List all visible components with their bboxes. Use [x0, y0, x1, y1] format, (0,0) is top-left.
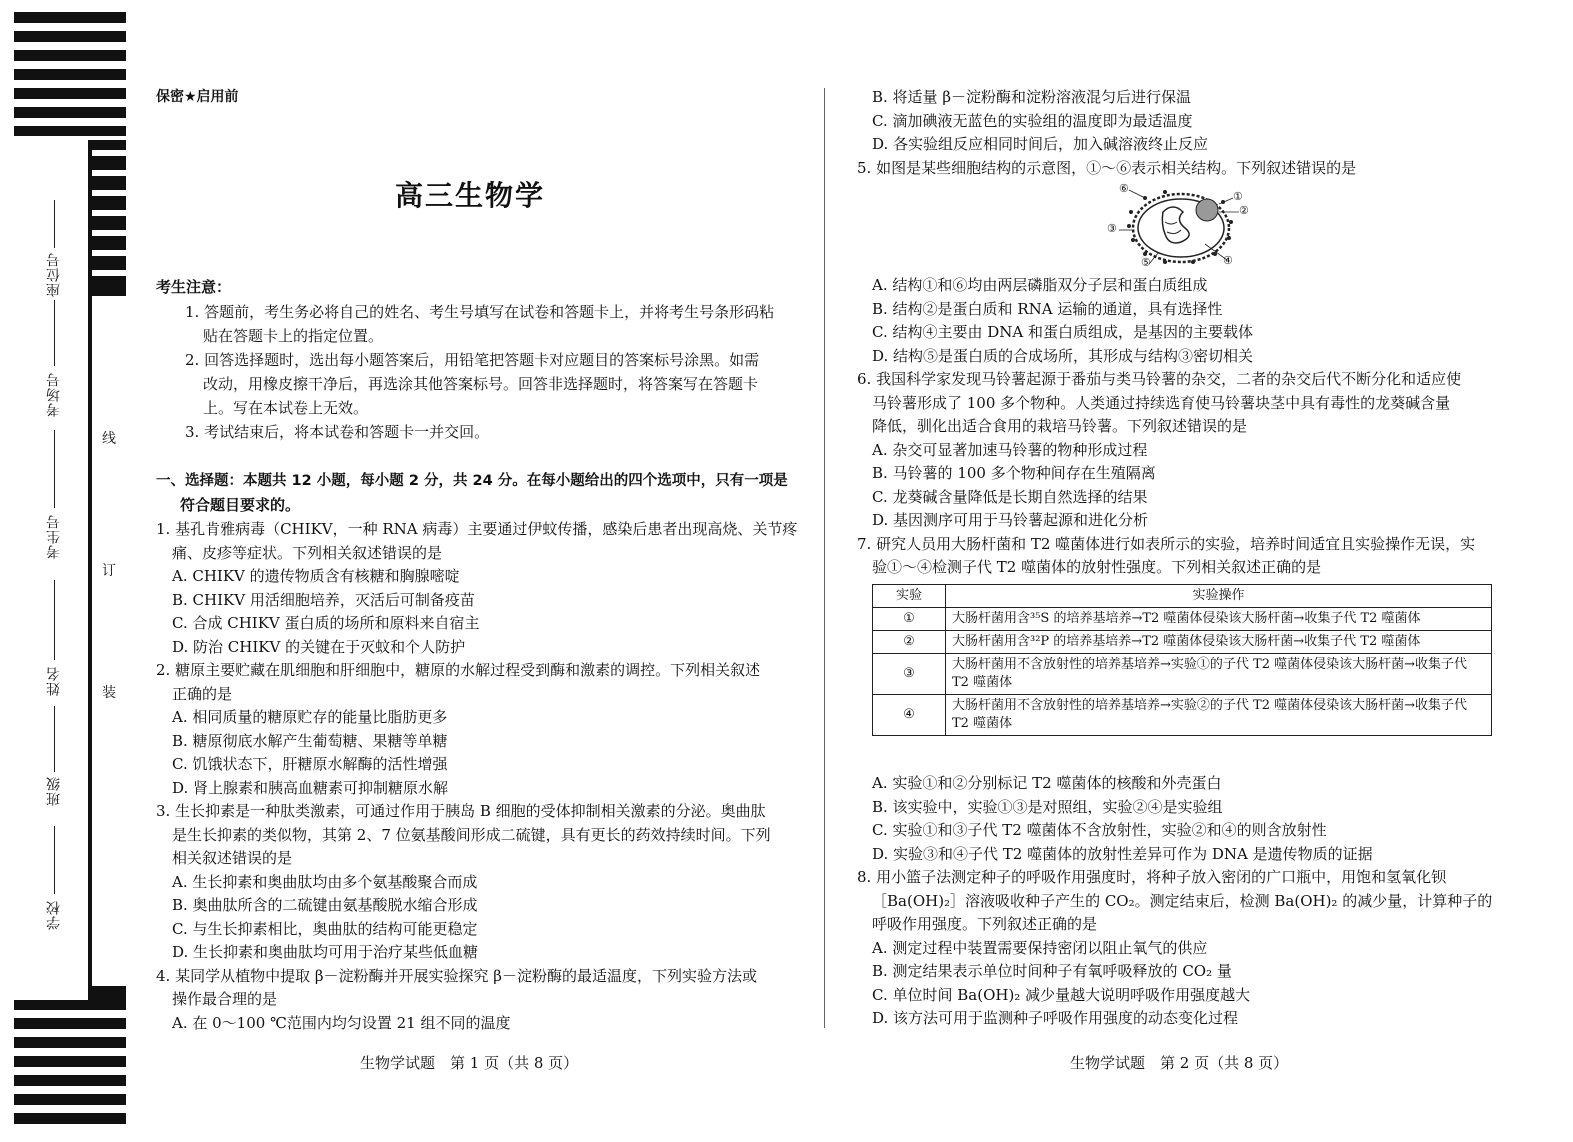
table-row	[873, 695, 1492, 736]
question-stem: 7. 研究人员用大肠杆菌和 T2 噬菌体进行如表所示的实验，培养时间适宜且实验操作无误，实	[857, 534, 1476, 553]
answer-option: A. 结构①和⑥均由两层磷脂双分子层和蛋白质组成	[872, 276, 1208, 294]
answer-option: B. 马铃薯的 100 多个物种间存在生殖隔离	[872, 464, 1156, 482]
question-text: 降低，驯化出适合食用的栽培马铃薯。下列叙述错误的是	[872, 417, 1248, 435]
notice-line: 上。写在本试卷上无效。	[203, 399, 369, 417]
notice-line: 贴在答题卡上的指定位置。	[203, 327, 384, 345]
table-cell: ①	[873, 608, 946, 631]
answer-option: D. 结构⑤是蛋白质的合成场所，其形成与结构③密切相关	[872, 346, 1254, 365]
figure-label-4: ④	[1223, 254, 1233, 267]
answer-option: D. 肾上腺素和胰高血糖素可抑制糖原水解	[172, 778, 449, 797]
cell-structure-figure	[1105, 182, 1255, 270]
figure-label-6: ⑥	[1119, 182, 1129, 195]
answer-option: C. 单位时间 Ba(OH)₂ 减少量越大说明呼吸作用强度越大	[872, 985, 1251, 1004]
section-heading-cont: 符合题目要求的。	[180, 496, 301, 514]
question-stem: 6. 我国科学家发现马铃薯起源于番茄与类马铃薯的杂交，二者的杂交后代不断分化和适应使	[857, 370, 1462, 388]
table-cell: ③	[873, 654, 946, 695]
answer-option: C. 结构④主要由 DNA 和蛋白质组成，是基因的主要载体	[872, 323, 1254, 341]
page-title: 高三生物学	[395, 179, 546, 212]
answer-option: D. 防治 CHIKV 的关键在于灭蚊和个人防护	[172, 637, 466, 656]
question-text: 痛、皮疹等症状。下列相关叙述错误的是	[172, 543, 443, 562]
table-cell: 大肠杆菌用不含放射性的培养基培养→实验①的子代 T2 噬菌体侵染该大肠杆菌→收集子代 T2 噬菌体	[946, 654, 1492, 695]
answer-option: B. 糖原彻底水解产生葡萄糖、果糖等单糖	[172, 731, 448, 750]
name-label: 姓名	[46, 666, 62, 696]
answer-option: D. 实验③和④子代 T2 噬菌体的放射性差异可作为 DNA 是遗传物质的证据	[872, 844, 1373, 863]
class-label: 班级	[46, 776, 62, 806]
answer-option: C. 滴加碘液无蓝色的实验组的温度即为最适温度	[872, 111, 1193, 130]
answer-option: B. CHIKV 用活细胞培养，灭活后可制备疫苗	[172, 590, 475, 609]
answer-option: A. 测定过程中装置需要保持密闭以阻止氧气的供应	[872, 938, 1208, 957]
answer-option: B. 奥曲肽所含的二硫键由氨基酸脱水缩合形成	[172, 896, 478, 914]
answer-option: A. 杂交可显著加速马铃薯的物种形成过程	[872, 440, 1148, 459]
answer-option: B. 测定结果表示单位时间种子有氧呼吸释放的 CO₂ 量	[872, 962, 1232, 980]
page-footer-left: 生物学试题 第 1 页（共 8 页）	[360, 1054, 579, 1072]
question-stem: 5. 如图是某些细胞结构的示意图，①～⑥表示相关结构。下列叙述错误的是	[857, 158, 1357, 177]
answer-option: A. 实验①和②分别标记 T2 噬菌体的核酸和外壳蛋白	[872, 774, 1222, 792]
notice-line: 3. 考试结束后，将本试卷和答题卡一并交回。	[185, 423, 490, 441]
question-text: 正确的是	[172, 684, 233, 703]
exam-room-blank	[54, 300, 55, 366]
section-heading: 一、选择题：本题共 12 小题，每小题 2 分，共 24 分。在每小题给出的四个选项中，只有一项是	[156, 473, 788, 489]
table-row	[873, 608, 1492, 631]
answer-option: A. 相同质量的糖原贮存的能量比脂肪更多	[172, 708, 448, 726]
name-blank	[54, 580, 55, 660]
binding-strip	[0, 0, 140, 1138]
student-id-label: 考生号	[46, 514, 62, 559]
notice-line: 1. 答题前，考生务必将自己的姓名、考生号填写在试卷和答题卡上，并将考生号条形码粘	[185, 303, 775, 321]
answer-option: D. 生长抑素和奥曲肽均可用于治疗某些低血糖	[172, 943, 479, 961]
answer-option: A. 生长抑素和奥曲肽均由多个氨基酸聚合而成	[172, 872, 478, 891]
question-text: 操作最合理的是	[172, 990, 278, 1008]
table-row	[873, 631, 1492, 654]
answer-option: C. 合成 CHIKV 蛋白质的场所和原料来自宿主	[172, 614, 480, 632]
figure-label-5: ⑤	[1141, 256, 1151, 269]
bind-mark: 装	[102, 685, 116, 701]
answer-option: C. 实验①和③子代 T2 噬菌体不含放射性，实验②和④的则含放射性	[872, 821, 1327, 839]
question-text: 验①～④检测子代 T2 噬菌体的放射性强度。下列相关叙述正确的是	[872, 558, 1322, 576]
school-label: 学校	[46, 900, 62, 930]
page-footer-right: 生物学试题 第 2 页（共 8 页）	[1070, 1054, 1289, 1072]
table-row	[873, 654, 1492, 695]
answer-option: C. 与生长抑素相比，奥曲肽的结构可能更稳定	[172, 919, 478, 938]
answer-option: B. 该实验中，实验①③是对照组，实验②④是实验组	[872, 797, 1223, 816]
question-stem: 4. 某同学从植物中提取 β－淀粉酶并开展实验探究 β－淀粉酶的最适温度，下列实验方法或	[156, 966, 757, 985]
binding-bars	[0, 0, 140, 1138]
figure-label-1: ①	[1233, 190, 1243, 203]
table-header: 实验	[873, 585, 946, 608]
exam-room-label: 考场号	[46, 372, 62, 417]
line-mark: 线	[102, 431, 116, 447]
table-header-row	[873, 585, 1492, 608]
student-id-blank	[54, 430, 55, 508]
notice-heading: 考生注意：	[156, 278, 232, 296]
column-divider	[824, 88, 825, 1028]
table-cell: ④	[873, 695, 946, 736]
answer-option: D. 基因测序可用于马铃薯起源和进化分析	[872, 511, 1149, 529]
answer-option: C. 饥饿状态下，肝糖原水解酶的活性增强	[172, 755, 448, 773]
seat-number-blank	[54, 200, 55, 248]
figure-label-3: ③	[1107, 222, 1117, 235]
experiment-table	[872, 584, 1492, 736]
answer-option: D. 该方法可用于监测种子呼吸作用强度的动态变化过程	[872, 1009, 1239, 1027]
answer-option: A. CHIKV 的遗传物质含有核糖和胸腺嘧啶	[172, 567, 460, 585]
table-cell: 大肠杆菌用含³²P 的培养基培养→T2 噬菌体侵染该大肠杆菌→收集子代 T2 噬菌体	[946, 631, 1492, 654]
question-stem: 3. 生长抑素是一种肽类激素，可通过作用于胰岛 B 细胞的受体抑制相关激素的分泌。奥曲肽	[156, 802, 766, 820]
answer-option: A. 在 0～100 ℃范围内均匀设置 21 组不同的温度	[172, 1013, 511, 1032]
answer-option: B. 结构②是蛋白质和 RNA 运输的通道，具有选择性	[872, 299, 1223, 318]
figure-label-2: ②	[1239, 204, 1249, 217]
table-cell: 大肠杆菌用含³⁵S 的培养基培养→T2 噬菌体侵染该大肠杆菌→收集子代 T2 噬菌体	[946, 608, 1492, 631]
answer-option: D. 各实验组反应相同时间后，加入碱溶液终止反应	[872, 135, 1209, 153]
question-text: 呼吸作用强度。下列叙述正确的是	[872, 915, 1098, 933]
answer-option: B. 将适量 β－淀粉酶和淀粉溶液混匀后进行保温	[872, 88, 1192, 106]
staple-mark: 订	[102, 563, 116, 579]
secret-label: 保密★启用前	[156, 89, 239, 105]
school-blank	[54, 826, 55, 894]
question-text: 是生长抑素的类似物，其第 2、7 位氨基酸间形成二硫键，具有更长的药效持续时间。下列	[172, 825, 771, 844]
question-stem: 1. 基孔肯雅病毒（CHIKV，一种 RNA 病毒）主要通过伊蚊传播，感染后患者出现高烧、关节疼	[156, 520, 798, 538]
question-text: 相关叙述错误的是	[172, 849, 293, 867]
table-cell: 大肠杆菌用不含放射性的培养基培养→实验②的子代 T2 噬菌体侵染该大肠杆菌→收集子代 T2 噬菌体	[946, 695, 1492, 736]
table-cell: ②	[873, 631, 946, 654]
question-stem: 8. 用小篮子法测定种子的呼吸作用强度时，将种子放入密闭的广口瓶中，用饱和氢氧化钡	[857, 868, 1447, 886]
notice-line: 改动，用橡皮擦干净后，再选涂其他答案标号。回答非选择题时，将答案写在答题卡	[203, 375, 759, 393]
notice-line: 2. 回答选择题时，选出每小题答案后，用铅笔把答题卡对应题目的答案标号涂黑。如需	[185, 351, 760, 369]
answer-option: C. 龙葵碱含量降低是长期自然选择的结果	[872, 487, 1148, 506]
question-text: ［Ba(OH)₂］溶液吸收种子产生的 CO₂。测定结束后，检测 Ba(OH)₂ 的减少量，计算种子的	[872, 891, 1493, 910]
question-text: 马铃薯形成了 100 多个物种。人类通过持续选育使马铃薯块茎中具有毒性的龙葵碱含量	[872, 393, 1451, 412]
question-stem: 2. 糖原主要贮藏在肌细胞和肝细胞中，糖原的水解过程受到酶和激素的调控。下列相关叙述	[156, 661, 761, 679]
class-blank	[54, 706, 55, 772]
seat-number-label: 座位号	[46, 252, 62, 297]
table-header: 实验操作	[946, 585, 1492, 608]
